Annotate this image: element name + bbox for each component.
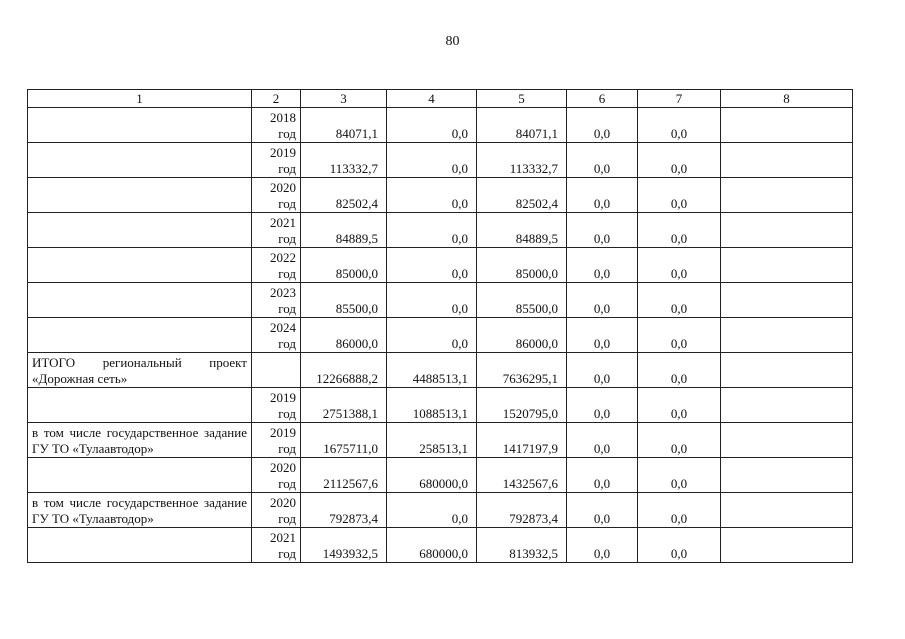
- row-value-col7: 0,0: [638, 493, 721, 528]
- column-header-1: 1: [28, 90, 252, 108]
- row-name-cell: [28, 528, 252, 563]
- row-year-cell: [252, 353, 301, 388]
- row-name-cell: [28, 458, 252, 493]
- row-year-unit: год: [278, 476, 296, 491]
- row-value-col7: 0,0: [638, 318, 721, 353]
- row-year-cell: [252, 108, 301, 143]
- table-row: [28, 213, 853, 248]
- row-year-cell: [252, 143, 301, 178]
- row-year: 2024: [270, 320, 296, 335]
- row-value-col6: 0,0: [567, 318, 638, 353]
- row-value-col3: 85500,0: [301, 283, 387, 318]
- row-value-col5: 1417197,9: [477, 423, 567, 458]
- row-value-col3: 1493932,5: [301, 528, 387, 563]
- row-value-col3: 84889,5: [301, 213, 387, 248]
- row-value-col8: [721, 318, 853, 353]
- row-value-col7: 0,0: [638, 353, 721, 388]
- table-row: [28, 353, 853, 388]
- row-value-col6: 0,0: [567, 178, 638, 213]
- row-value-col7: 0,0: [638, 528, 721, 563]
- row-year-unit: год: [278, 266, 296, 281]
- budget-table: [27, 89, 853, 563]
- row-year-cell: [252, 528, 301, 563]
- row-value-col7: 0,0: [638, 143, 721, 178]
- row-year-cell: [252, 283, 301, 318]
- row-name-cell: [28, 318, 252, 353]
- row-name-cell: [28, 213, 252, 248]
- row-value-col4: 680000,0: [387, 458, 477, 493]
- row-value-col6: 0,0: [567, 493, 638, 528]
- row-year-unit: год: [278, 161, 296, 176]
- row-value-col8: [721, 493, 853, 528]
- row-value-col6: 0,0: [567, 108, 638, 143]
- row-name-cell: [28, 283, 252, 318]
- row-value-col4: 0,0: [387, 283, 477, 318]
- column-header-2: 2: [252, 90, 301, 108]
- row-value-col5: 84071,1: [477, 108, 567, 143]
- row-value-col7: 0,0: [638, 388, 721, 423]
- row-year-unit: год: [278, 301, 296, 316]
- row-name-cell: [28, 178, 252, 213]
- table-row: [28, 178, 853, 213]
- row-year-cell: [252, 423, 301, 458]
- row-name-cell: ИТОГО региональный проект «Дорожная сеть»: [28, 353, 252, 388]
- row-year: 2023: [270, 285, 296, 300]
- row-value-col6: 0,0: [567, 528, 638, 563]
- row-value-col4: 0,0: [387, 248, 477, 283]
- row-value-col7: 0,0: [638, 423, 721, 458]
- row-year-cell: [252, 388, 301, 423]
- row-value-col8: [721, 528, 853, 563]
- table-row: [28, 458, 853, 493]
- row-year-cell: [252, 458, 301, 493]
- row-value-col6: 0,0: [567, 423, 638, 458]
- row-value-col5: 7636295,1: [477, 353, 567, 388]
- row-value-col8: [721, 108, 853, 143]
- column-header-7: 7: [638, 90, 721, 108]
- row-name-cell: в том числе государственное задание ГУ ТО «Тулаавтодор»: [28, 493, 252, 528]
- row-value-col5: 1432567,6: [477, 458, 567, 493]
- table-row: [28, 423, 853, 458]
- row-value-col3: 82502,4: [301, 178, 387, 213]
- row-value-col5: 82502,4: [477, 178, 567, 213]
- row-name-cell: [28, 143, 252, 178]
- row-value-col3: 86000,0: [301, 318, 387, 353]
- row-year-unit: год: [278, 441, 296, 456]
- row-year-unit: год: [278, 336, 296, 351]
- row-year: 2021: [270, 530, 296, 545]
- row-value-col6: 0,0: [567, 283, 638, 318]
- row-year: 2018: [270, 110, 296, 125]
- table-row: [28, 248, 853, 283]
- table-row: [28, 318, 853, 353]
- row-value-col3: 113332,7: [301, 143, 387, 178]
- row-value-col4: 0,0: [387, 318, 477, 353]
- row-value-col3: 792873,4: [301, 493, 387, 528]
- row-value-col8: [721, 283, 853, 318]
- row-value-col5: 813932,5: [477, 528, 567, 563]
- row-value-col7: 0,0: [638, 458, 721, 493]
- row-year-cell: [252, 213, 301, 248]
- row-value-col4: 1088513,1: [387, 388, 477, 423]
- row-year-unit: год: [278, 196, 296, 211]
- row-value-col4: 258513,1: [387, 423, 477, 458]
- row-value-col5: 86000,0: [477, 318, 567, 353]
- table-row: [28, 388, 853, 423]
- row-name-cell: [28, 388, 252, 423]
- row-value-col7: 0,0: [638, 108, 721, 143]
- column-header-4: 4: [387, 90, 477, 108]
- row-value-col4: 0,0: [387, 493, 477, 528]
- row-value-col4: 680000,0: [387, 528, 477, 563]
- row-year: 2021: [270, 215, 296, 230]
- row-year-unit: год: [278, 406, 296, 421]
- row-year: 2022: [270, 250, 296, 265]
- row-value-col5: 1520795,0: [477, 388, 567, 423]
- row-value-col3: 2112567,6: [301, 458, 387, 493]
- row-year: 2020: [270, 495, 296, 510]
- table-row: [28, 493, 853, 528]
- row-value-col3: 84071,1: [301, 108, 387, 143]
- column-header-8: 8: [721, 90, 853, 108]
- row-value-col4: 0,0: [387, 143, 477, 178]
- row-value-col8: [721, 248, 853, 283]
- row-value-col4: 0,0: [387, 178, 477, 213]
- row-year: 2020: [270, 180, 296, 195]
- row-value-col4: 0,0: [387, 108, 477, 143]
- row-year-cell: [252, 493, 301, 528]
- row-value-col8: [721, 423, 853, 458]
- row-year-unit: год: [278, 546, 296, 561]
- row-value-col7: 0,0: [638, 213, 721, 248]
- row-value-col3: 1675711,0: [301, 423, 387, 458]
- table-row: [28, 528, 853, 563]
- row-value-col8: [721, 143, 853, 178]
- row-name-cell: [28, 248, 252, 283]
- row-year: 2020: [270, 460, 296, 475]
- row-value-col4: 0,0: [387, 213, 477, 248]
- row-year: 2019: [270, 145, 296, 160]
- row-value-col3: 2751388,1: [301, 388, 387, 423]
- row-value-col5: 792873,4: [477, 493, 567, 528]
- row-year-unit: год: [278, 511, 296, 526]
- row-value-col6: 0,0: [567, 213, 638, 248]
- row-value-col8: [721, 458, 853, 493]
- row-year: 2019: [270, 425, 296, 440]
- row-value-col7: 0,0: [638, 283, 721, 318]
- column-header-6: 6: [567, 90, 638, 108]
- row-value-col3: 85000,0: [301, 248, 387, 283]
- row-value-col7: 0,0: [638, 248, 721, 283]
- table-body: [28, 90, 853, 563]
- row-year-cell: [252, 318, 301, 353]
- table-header-row: [28, 90, 853, 108]
- row-value-col6: 0,0: [567, 353, 638, 388]
- row-value-col8: [721, 178, 853, 213]
- row-year-unit: год: [278, 231, 296, 246]
- row-value-col5: 84889,5: [477, 213, 567, 248]
- row-value-col8: [721, 353, 853, 388]
- column-header-5: 5: [477, 90, 567, 108]
- row-value-col6: 0,0: [567, 143, 638, 178]
- row-value-col5: 85500,0: [477, 283, 567, 318]
- row-year-unit: год: [278, 126, 296, 141]
- row-year: 2019: [270, 390, 296, 405]
- row-year-cell: [252, 178, 301, 213]
- table-row: [28, 143, 853, 178]
- row-value-col6: 0,0: [567, 388, 638, 423]
- table-row: [28, 283, 853, 318]
- row-year-cell: [252, 248, 301, 283]
- row-value-col6: 0,0: [567, 458, 638, 493]
- row-value-col8: [721, 388, 853, 423]
- row-value-col4: 4488513,1: [387, 353, 477, 388]
- row-value-col5: 113332,7: [477, 143, 567, 178]
- row-name-cell: в том числе государственное задание ГУ ТО «Тулаавтодор»: [28, 423, 252, 458]
- row-value-col7: 0,0: [638, 178, 721, 213]
- page-number: 80: [445, 34, 460, 49]
- row-value-col8: [721, 213, 853, 248]
- row-name-cell: [28, 108, 252, 143]
- row-value-col5: 85000,0: [477, 248, 567, 283]
- row-value-col6: 0,0: [567, 248, 638, 283]
- column-header-3: 3: [301, 90, 387, 108]
- row-value-col3: 12266888,2: [301, 353, 387, 388]
- table-row: [28, 108, 853, 143]
